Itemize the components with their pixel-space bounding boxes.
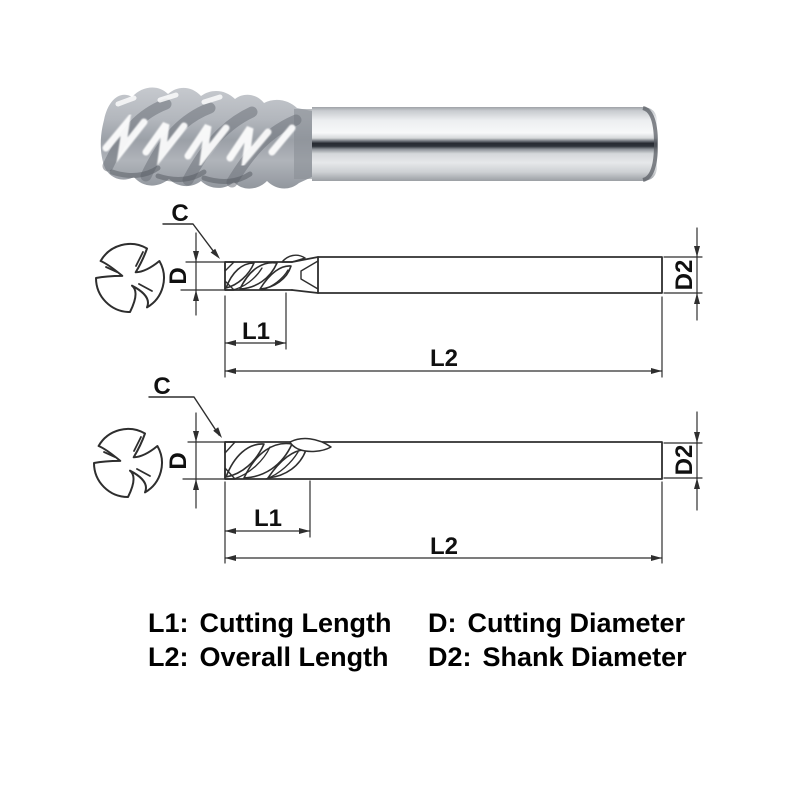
- legend-item-d2: [428, 640, 687, 674]
- label-overall-length: L2: [429, 345, 459, 372]
- legend-term-d: D:: [428, 608, 457, 638]
- chamfer-leader: [163, 224, 220, 259]
- end-view-3-flute: [96, 244, 164, 312]
- side-view-short-flute: [96, 200, 702, 377]
- chamfer-leader: [149, 397, 222, 438]
- arrowhead: [225, 528, 236, 534]
- arrowhead: [694, 478, 700, 489]
- arrowhead: [694, 246, 700, 257]
- arrowhead: [651, 555, 662, 561]
- flute-section: [225, 255, 305, 290]
- flute-section: [225, 439, 331, 479]
- legend-term-l1: L1:: [148, 608, 189, 638]
- arrowhead: [193, 251, 199, 262]
- label-cutting-diameter: D: [165, 452, 192, 470]
- legend-left-column: [148, 606, 391, 674]
- end-view-3-flute: [94, 429, 162, 497]
- legend-definition-d2: Shank Diameter: [482, 642, 687, 672]
- legend-term-d2: D2:: [428, 642, 472, 672]
- label-overall-length: L2: [429, 533, 459, 560]
- arrowhead: [225, 340, 236, 346]
- label-shank-diameter: D2: [671, 444, 698, 476]
- legend-right-column: [428, 606, 687, 674]
- arrowhead: [299, 528, 310, 534]
- arrowhead: [193, 290, 199, 301]
- neck-taper: [292, 257, 318, 293]
- label-chamfer: C: [153, 373, 171, 400]
- legend-definition-l1: Cutting Length: [199, 608, 392, 638]
- legend-definition-l2: Overall Length: [199, 642, 389, 672]
- legend-item-l2: [148, 640, 391, 674]
- arrowhead: [193, 479, 199, 490]
- label-shank-diameter: D2: [671, 259, 698, 291]
- label-cutting-length: L1: [253, 505, 283, 532]
- arrowhead: [225, 368, 236, 374]
- legend-definition-d: Cutting Diameter: [467, 608, 686, 638]
- legend-item-l1: [148, 606, 391, 640]
- arrowhead: [193, 431, 199, 442]
- shank-outline: [318, 257, 662, 293]
- arrowhead: [694, 432, 700, 443]
- legend-item-d: [428, 606, 687, 640]
- legend-term-l2: L2:: [148, 642, 189, 672]
- label-chamfer: C: [171, 200, 189, 227]
- arrowhead: [275, 340, 286, 346]
- arrowhead: [694, 293, 700, 304]
- side-view-long-flute: [94, 373, 702, 563]
- label-cutting-diameter: D: [165, 267, 192, 285]
- arrowhead: [225, 555, 236, 561]
- arrowhead: [651, 368, 662, 374]
- label-cutting-length: L1: [241, 318, 271, 345]
